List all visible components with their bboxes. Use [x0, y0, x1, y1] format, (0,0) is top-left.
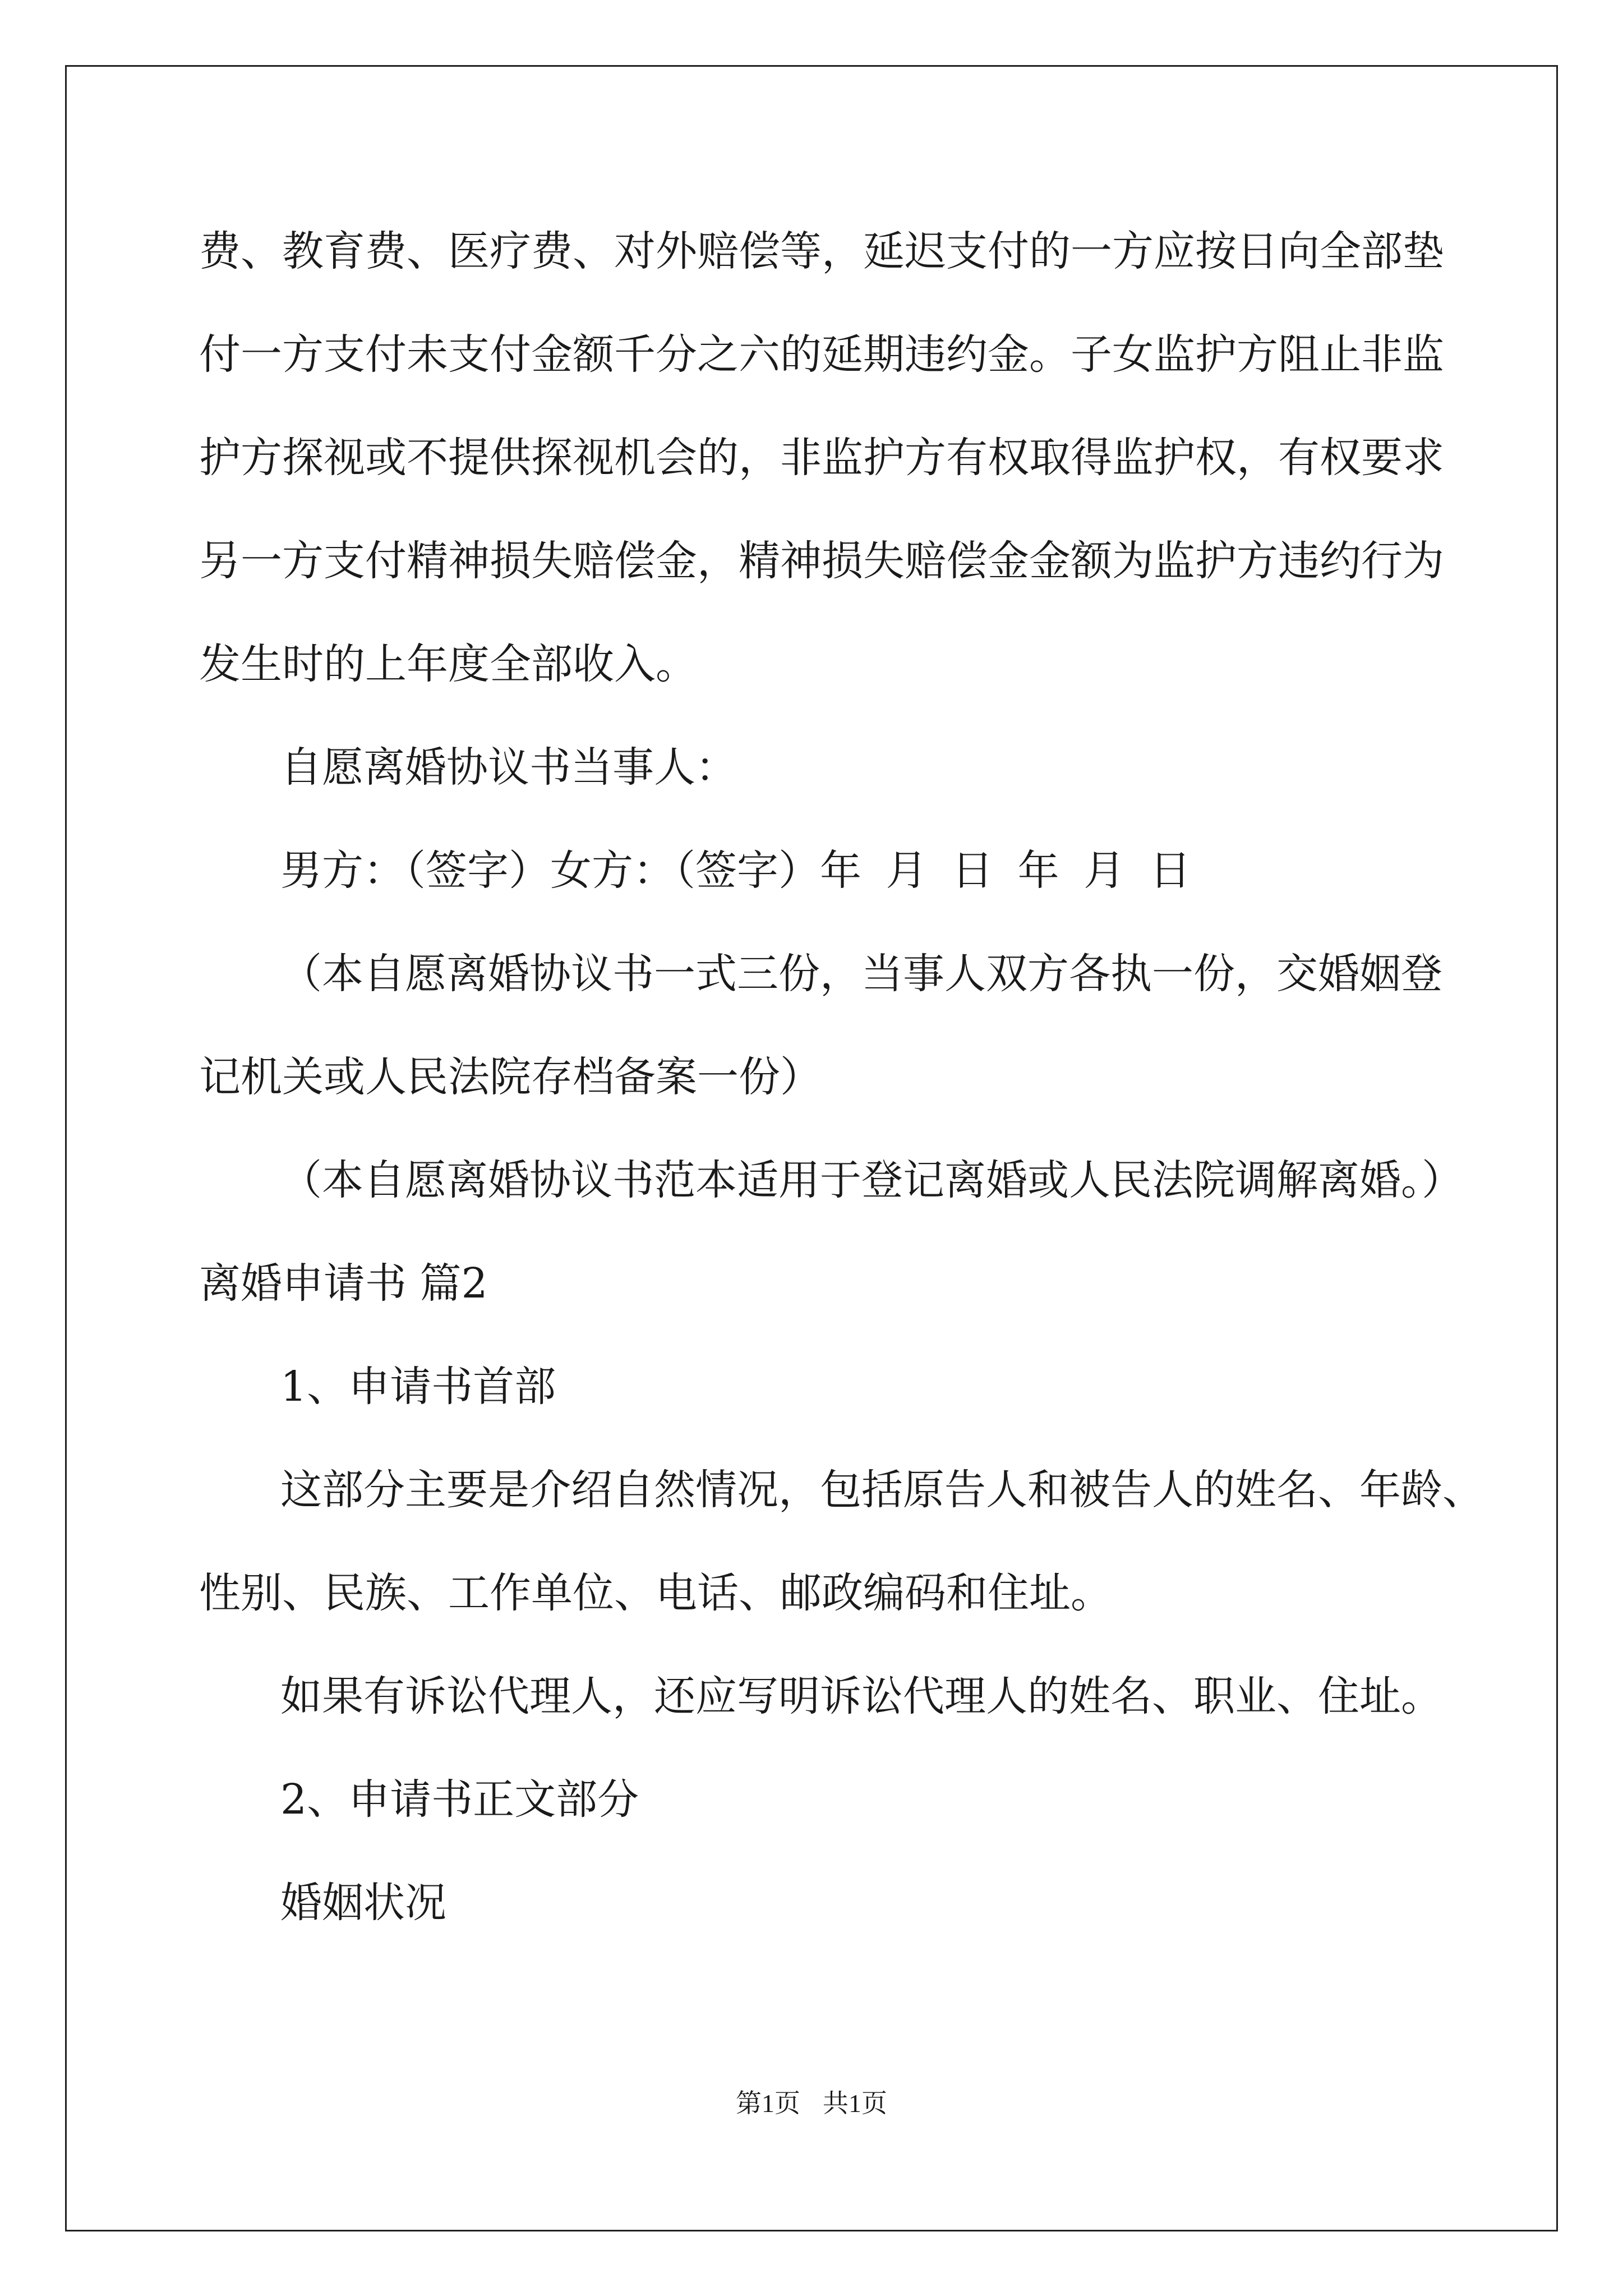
- body-line: （本自愿离婚协议书范本适用于登记离婚或人民法院调解离婚。）: [280, 1156, 1463, 1204]
- page-total: 共1页: [823, 2089, 887, 2118]
- body-line: 性别、民族、工作单位、电话、邮政编码和住址。: [199, 1569, 1112, 1617]
- subsection-heading: 1、申请书首部: [280, 1363, 556, 1411]
- page-footer: [0, 2087, 1623, 2120]
- body-line: （本自愿离婚协议书一式三份，当事人双方各执一份，交婚姻登: [280, 950, 1442, 998]
- body-line: 护方探视或不提供探视机会的，非监护方有权取得监护权，有权要求: [199, 434, 1444, 482]
- body-line: 发生时的上年度全部收入。: [199, 640, 697, 688]
- body-line: 自愿离婚协议书当事人：: [280, 743, 737, 792]
- body-line: 费、教育费、医疗费、对外赔偿等，延迟支付的一方应按日向全部垫: [199, 227, 1444, 275]
- body-line: 婚姻状况: [280, 1879, 446, 1927]
- body-line: 付一方支付未支付金额千分之六的延期违约金。子女监护方阻止非监: [199, 330, 1444, 379]
- body-line: 另一方支付精神损失赔偿金，精神损失赔偿金金额为监护方违约行为: [199, 537, 1444, 585]
- section-heading: 离婚申请书 篇2: [199, 1259, 488, 1308]
- subsection-heading: 2、申请书正文部分: [280, 1775, 639, 1824]
- signature-line: 男方：（签字）女方：（签字）年 月 日 年 月 日: [280, 846, 1191, 895]
- body-line: 这部分主要是介绍自然情况，包括原告人和被告人的姓名、年龄、: [280, 1466, 1484, 1514]
- body-line: 如果有诉讼代理人，还应写明诉讼代理人的姓名、职业、住址。: [280, 1672, 1442, 1720]
- body-line: 记机关或人民法院存档备案一份）: [199, 1053, 822, 1101]
- page-number: 第1页: [736, 2089, 800, 2118]
